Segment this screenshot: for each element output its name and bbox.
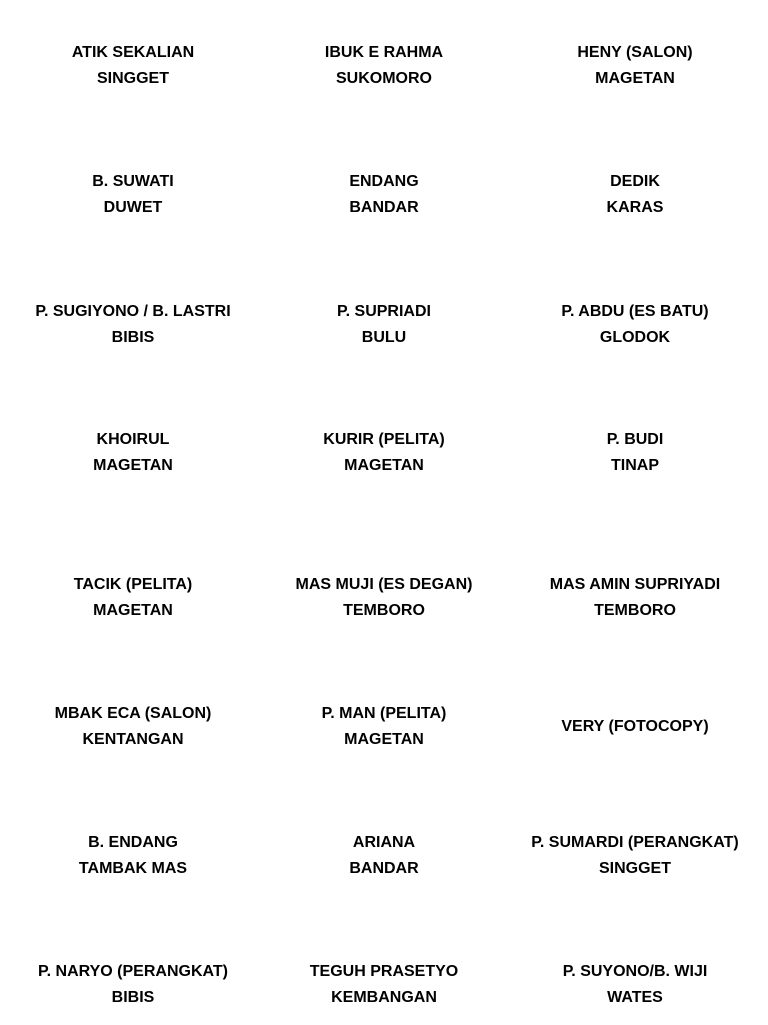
address-label xyxy=(510,155,760,235)
label-place: KEMBANGAN xyxy=(331,989,437,1006)
address-label xyxy=(258,26,510,106)
label-place: TINAP xyxy=(611,457,659,474)
label-name: KHOIRUL xyxy=(96,431,170,448)
label-place: TAMBAK MAS xyxy=(78,860,188,877)
label-place: TEMBORO xyxy=(343,602,425,619)
label-place: GLODOK xyxy=(599,329,671,346)
label-row xyxy=(8,413,760,493)
address-label xyxy=(258,285,510,365)
label-place: KENTANGAN xyxy=(82,731,184,748)
label-name: HENY (SALON) xyxy=(577,44,693,61)
label-place: WATES xyxy=(607,989,663,1006)
label-row xyxy=(8,687,760,767)
label-name: P. SUPRIADI xyxy=(337,303,431,320)
address-label xyxy=(510,558,760,638)
address-label xyxy=(510,285,760,365)
label-name: P. SUGIYONO / B. LASTRI xyxy=(35,303,231,320)
label-place: BIBIS xyxy=(111,989,155,1006)
label-row xyxy=(8,26,760,106)
address-label xyxy=(258,816,510,896)
label-place: SUKOMORO xyxy=(336,70,432,87)
address-label xyxy=(8,26,258,106)
address-label-sheet xyxy=(8,0,760,1024)
address-label xyxy=(510,687,760,767)
label-name: TEGUH PRASETYO xyxy=(309,963,459,980)
label-row xyxy=(8,558,760,638)
address-label xyxy=(510,413,760,493)
label-place: BIBIS xyxy=(111,329,155,346)
address-label xyxy=(8,413,258,493)
label-name: MAS AMIN SUPRIYADI xyxy=(549,576,721,593)
label-place: DUWET xyxy=(103,199,163,216)
label-place: MAGETAN xyxy=(93,602,173,619)
label-name: B. SUWATI xyxy=(92,173,174,190)
address-label xyxy=(258,945,510,1025)
label-name: VERY (FOTOCOPY) xyxy=(561,718,709,735)
label-place: MAGETAN xyxy=(344,457,424,474)
label-name: P. SUYONO/B. WIJI xyxy=(562,963,708,980)
label-name: P. ABDU (ES BATU) xyxy=(561,303,709,320)
label-place: SINGGET xyxy=(598,860,671,877)
address-label xyxy=(8,816,258,896)
address-label xyxy=(258,413,510,493)
address-label xyxy=(8,687,258,767)
label-name: MBAK ECA (SALON) xyxy=(54,705,212,722)
label-name: TACIK (PELITA) xyxy=(73,576,193,593)
label-place: KARAS xyxy=(606,199,664,216)
address-label xyxy=(8,945,258,1025)
label-name: DEDIK xyxy=(610,173,660,190)
address-label xyxy=(8,285,258,365)
label-name: IBUK E RAHMA xyxy=(324,44,444,61)
label-place: MAGETAN xyxy=(93,457,173,474)
address-label xyxy=(258,558,510,638)
label-name: P. BUDI xyxy=(606,431,664,448)
address-label xyxy=(510,945,760,1025)
label-row xyxy=(8,285,760,365)
label-name: B. ENDANG xyxy=(88,834,178,851)
label-name: P. SUMARDI (PERANGKAT) xyxy=(531,834,739,851)
label-place: MAGETAN xyxy=(344,731,424,748)
label-place: SINGGET xyxy=(96,70,169,87)
label-place: BANDAR xyxy=(349,860,419,877)
label-name: ARIANA xyxy=(352,834,416,851)
label-place: BANDAR xyxy=(349,199,419,216)
label-place: BULU xyxy=(361,329,407,346)
label-place: MAGETAN xyxy=(595,70,675,87)
label-name: KURIR (PELITA) xyxy=(323,431,445,448)
address-label xyxy=(8,155,258,235)
label-name: ATIK SEKALIAN xyxy=(71,44,195,61)
address-label xyxy=(8,558,258,638)
address-label xyxy=(510,26,760,106)
label-place: TEMBORO xyxy=(594,602,676,619)
address-label xyxy=(510,816,760,896)
label-row xyxy=(8,155,760,235)
label-name: P. MAN (PELITA) xyxy=(321,705,447,722)
label-name: MAS MUJI (ES DEGAN) xyxy=(295,576,473,593)
address-label xyxy=(258,687,510,767)
label-row xyxy=(8,945,760,1025)
label-name: ENDANG xyxy=(349,173,419,190)
address-label xyxy=(258,155,510,235)
label-row xyxy=(8,816,760,896)
label-name: P. NARYO (PERANGKAT) xyxy=(38,963,228,980)
